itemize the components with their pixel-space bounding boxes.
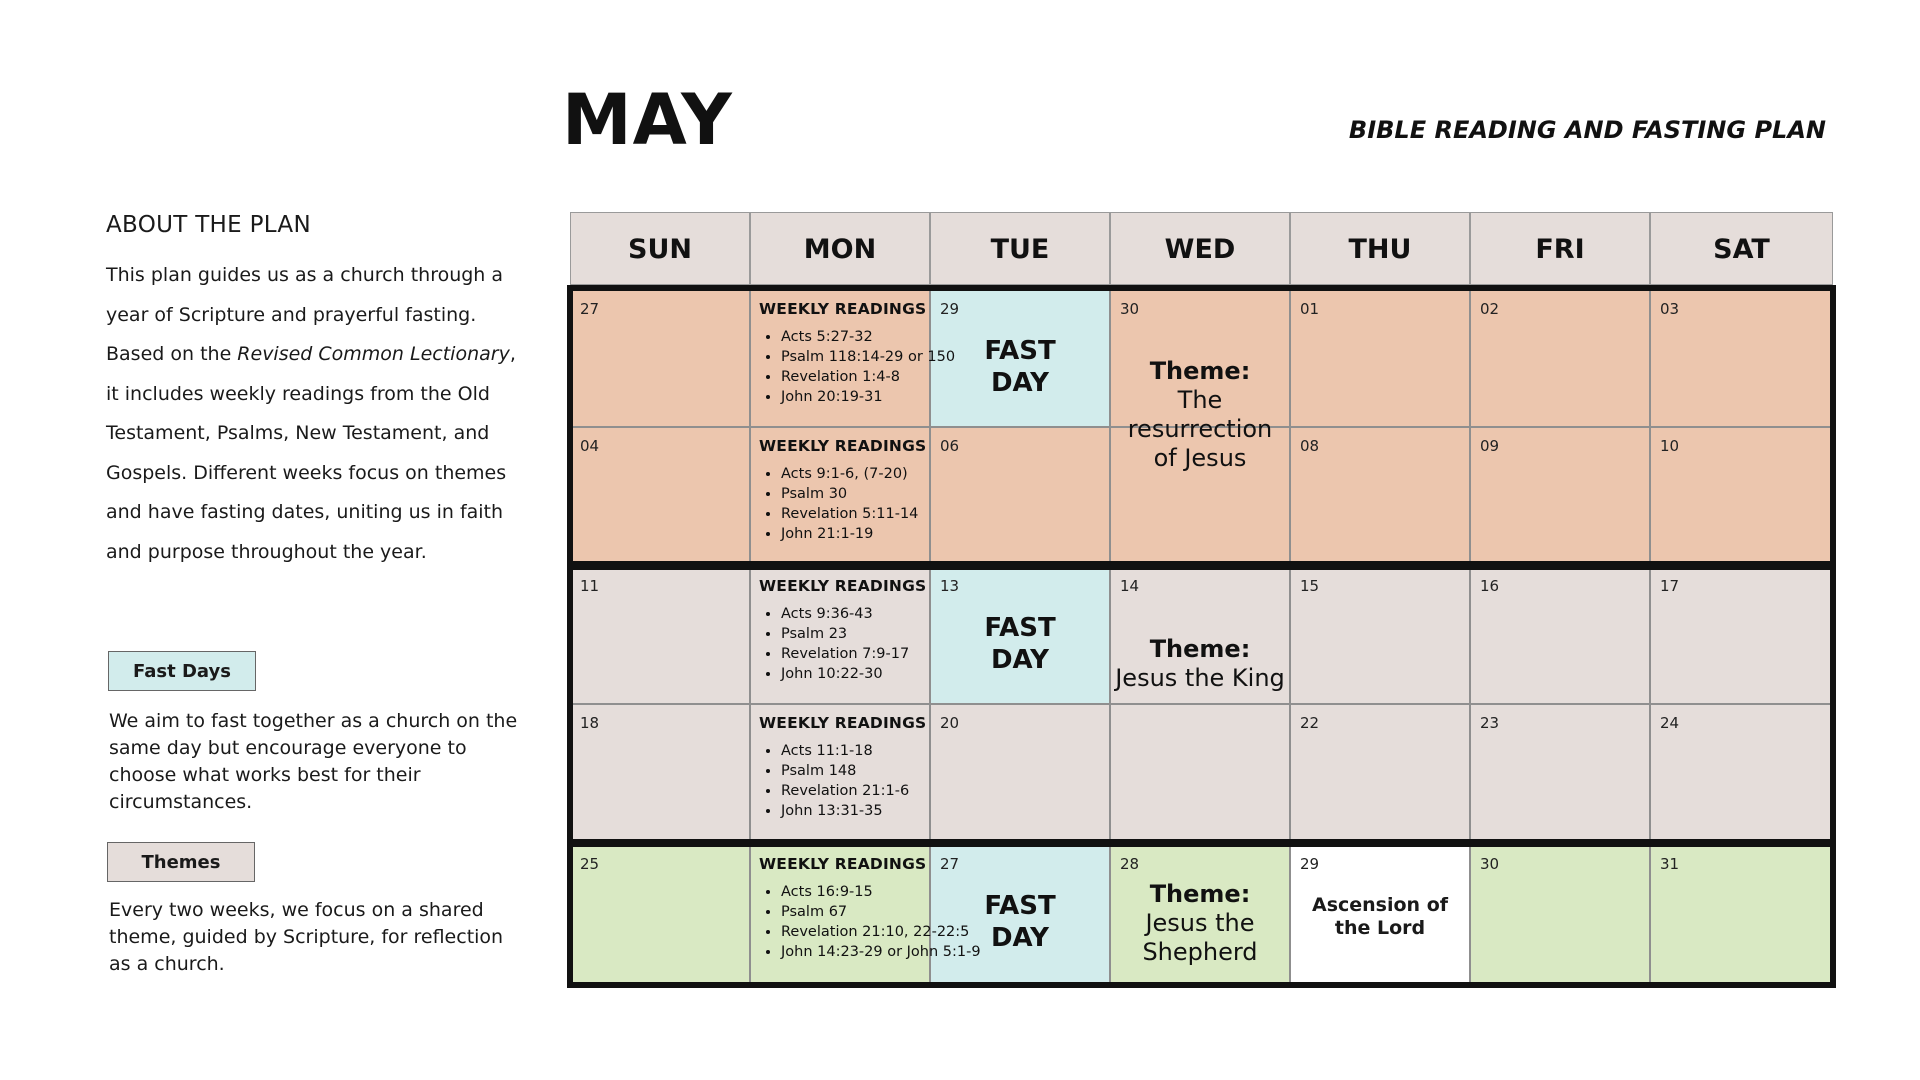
day-cell [1290, 290, 1470, 427]
day-number: 24 [1660, 714, 1680, 732]
reading-item: • Psalm 67 [781, 902, 999, 922]
day-number: 30 [1120, 300, 1140, 318]
day-cell [1470, 567, 1650, 704]
themes-legend: Themes [107, 842, 255, 882]
weekday-header-fri: FRI [1470, 212, 1650, 285]
day-number: 16 [1480, 577, 1500, 595]
day-cell [750, 427, 930, 564]
reading-item: • John 13:31-35 [781, 801, 999, 821]
fast-days-description: We aim to fast together as a church on the same day but encourage everyone to choose what works best for their circumstances. [109, 710, 518, 813]
readings-list [759, 604, 999, 684]
day-number: 27 [580, 300, 600, 318]
month-title: MAY [562, 79, 733, 161]
reading-item: • Psalm 23 [781, 624, 999, 644]
reading-item: • Revelation 7:9-17 [781, 644, 999, 664]
day-number: 08 [1300, 437, 1320, 455]
day-number: 04 [580, 437, 600, 455]
weekly-readings [759, 854, 999, 962]
day-cell [1290, 845, 1470, 983]
plan-title: BIBLE READING AND FASTING PLAN [1348, 116, 1826, 144]
theme-text [1115, 880, 1285, 967]
day-cell [1110, 704, 1290, 841]
day-cell [1650, 567, 1833, 704]
day-number: 03 [1660, 300, 1680, 318]
weekly-readings-title: WEEKLY READINGS [759, 300, 927, 318]
about-text-part-1: This plan guides us as a church through a year of Scripture and prayerful fasting. Based on the [106, 264, 504, 365]
reading-item: • Acts 9:1-6, (7-20) [781, 464, 999, 484]
theme-label: Theme: [1149, 635, 1251, 663]
theme-text [1115, 635, 1285, 693]
readings-list [759, 464, 999, 544]
reading-item: • John 20:19-31 [781, 387, 999, 407]
day-number: 30 [1480, 855, 1500, 873]
day-number: 28 [1120, 855, 1140, 873]
day-cell [1650, 845, 1833, 983]
day-number: 14 [1120, 577, 1140, 595]
day-cell [1290, 427, 1470, 564]
day-cell [1470, 290, 1650, 427]
about-text [106, 256, 516, 572]
weekday-header-sat: SAT [1650, 212, 1833, 285]
day-number: 27 [940, 855, 960, 873]
weekly-readings-title: WEEKLY READINGS [759, 714, 927, 732]
weekly-readings-title: WEEKLY READINGS [759, 577, 927, 595]
theme-text [1115, 357, 1285, 473]
reading-item: • Revelation 1:4-8 [781, 367, 999, 387]
day-number: 20 [940, 714, 960, 732]
day-cell [570, 567, 750, 704]
day-number: 29 [1300, 855, 1320, 873]
themes-description: Every two weeks, we focus on a shared theme, guided by Scripture, for reflection as a church. [109, 899, 504, 975]
about-section [106, 212, 536, 572]
reading-item: • Acts 16:9-15 [781, 882, 999, 902]
reading-item: • John 21:1-19 [781, 524, 999, 544]
day-cell [1650, 290, 1833, 427]
special-day-label: Ascension of the Lord [1311, 894, 1449, 939]
day-number: 09 [1480, 437, 1500, 455]
reading-item: • Revelation 5:11-14 [781, 504, 999, 524]
weekly-readings [759, 576, 999, 684]
reading-item: • Revelation 21:1-6 [781, 781, 999, 801]
theme-description: Jesus the Shepherd [1142, 909, 1258, 966]
day-cell [1470, 427, 1650, 564]
day-cell [750, 567, 930, 704]
fast-day-label: FAST DAY [984, 336, 1056, 398]
reading-item: • Acts 11:1-18 [781, 741, 999, 761]
about-text-italic: Revised Common Lectionary [237, 343, 510, 365]
day-number: 01 [1300, 300, 1320, 318]
reading-item: • Acts 9:36-43 [781, 604, 999, 624]
day-number: 17 [1660, 577, 1680, 595]
day-number: 02 [1480, 300, 1500, 318]
reading-item: • Psalm 148 [781, 761, 999, 781]
weekly-readings [759, 436, 999, 544]
weekly-readings [759, 299, 999, 407]
day-cell [1470, 845, 1650, 983]
day-cell [1650, 704, 1833, 841]
weekly-readings-title: WEEKLY READINGS [759, 437, 927, 455]
day-number: 22 [1300, 714, 1320, 732]
day-cell [1470, 704, 1650, 841]
fast-days-legend: Fast Days [108, 651, 256, 691]
day-cell [570, 290, 750, 427]
day-cell [1290, 704, 1470, 841]
weekday-header-tue: TUE [930, 212, 1110, 285]
theme-label: Theme: [1149, 880, 1251, 908]
day-cell [750, 704, 930, 841]
day-number: 23 [1480, 714, 1500, 732]
day-number: 13 [940, 577, 960, 595]
day-number: 06 [940, 437, 960, 455]
weekly-readings [759, 713, 999, 821]
readings-list [759, 882, 999, 962]
fast-day-label: FAST DAY [984, 613, 1056, 675]
theme-label: Theme: [1149, 357, 1251, 385]
day-cell [1290, 567, 1470, 704]
day-number: 29 [940, 300, 960, 318]
weekday-header-thu: THU [1290, 212, 1470, 285]
weekday-header-wed: WED [1110, 212, 1290, 285]
theme-description: The resurrection of Jesus [1127, 386, 1273, 472]
about-text-part-2: , it includes weekly readings from the Old Testament, Psalms, New Testament, and Gospels. Different weeks focus on themes and have fasting dates, uniting us in faith and purpose throughout the year. [106, 343, 516, 563]
about-heading: ABOUT THE PLAN [106, 212, 311, 238]
day-number: 11 [580, 577, 600, 595]
day-cell [570, 704, 750, 841]
day-cell [750, 290, 956, 427]
reading-item: • Revelation 21:10, 22-22:5 [781, 922, 999, 942]
weekday-header-mon: MON [750, 212, 930, 285]
reading-item: • Psalm 30 [781, 484, 999, 504]
reading-item: • Acts 5:27-32 [781, 327, 999, 347]
reading-item: • Psalm 118:14-29 or 150 [781, 347, 999, 367]
weekly-readings-title: WEEKLY READINGS [759, 855, 927, 873]
readings-list [759, 327, 999, 407]
day-cell [570, 427, 750, 564]
reading-item: • John 10:22-30 [781, 664, 999, 684]
day-number: 15 [1300, 577, 1320, 595]
weekday-header-sun: SUN [570, 212, 750, 285]
day-cell [570, 845, 750, 983]
day-number: 10 [1660, 437, 1680, 455]
day-number: 18 [580, 714, 600, 732]
day-number: 25 [580, 855, 600, 873]
day-number: 31 [1660, 855, 1680, 873]
fast-day-label: FAST DAY [984, 891, 1056, 953]
theme-description: Jesus the King [1115, 664, 1285, 692]
readings-list [759, 741, 999, 821]
day-cell [1650, 427, 1833, 564]
reading-item: • John 14:23-29 or John 5:1-9 [781, 942, 999, 962]
